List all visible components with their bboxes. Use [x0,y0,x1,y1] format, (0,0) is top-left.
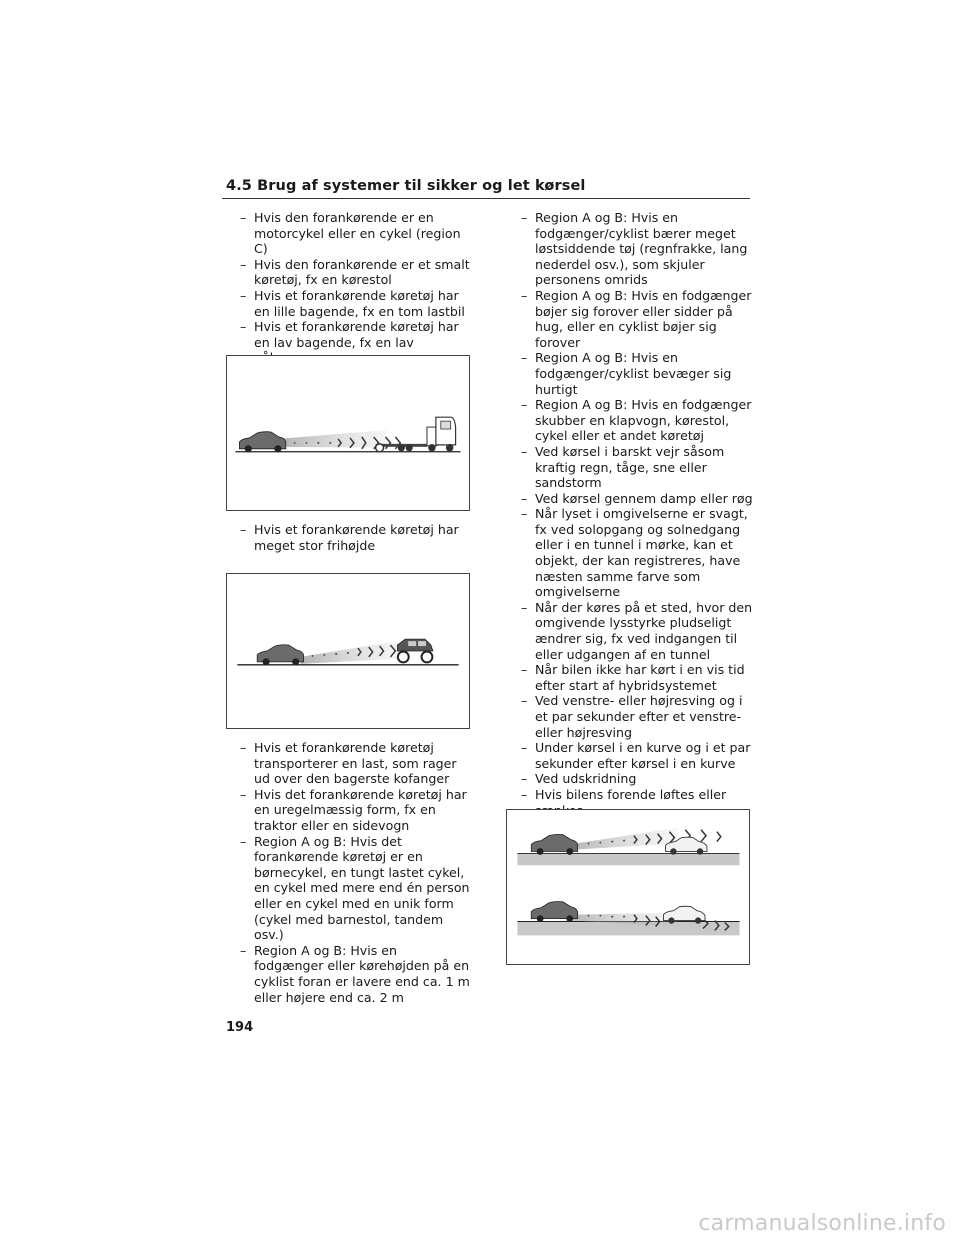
right-bullet-list [521,210,753,818]
header-divider [222,198,750,199]
list-item: – Når lyset i omgivelserne er svagt, fx ved solopgang og solnedgang eller i en tunnel i mørke, kan et objekt, der kan registreres, have næsten samme farve som omgivelserne [521,506,753,600]
list-item: – Hvis et forankørende køretøj har en lav bagende, fx en lav [240,319,470,366]
car-front-lifted-lowered-illustration [507,810,749,964]
left-bullet-list-3 [240,740,470,1005]
list-item: – Hvis den forankørende er en motorcykel eller en cykel (region C) [240,210,470,257]
list-item: – Hvis et forankørende køretøj har meget stor frihøjde [240,522,470,553]
figure-car-and-trailer-truck [226,355,470,511]
list-item: – Under kørsel i en kurve og i et par sekunder efter kørsel i en kurve [521,740,753,771]
car-and-trailer-truck-illustration [227,356,469,510]
page-number: 194 [226,1020,254,1035]
list-item: – Hvis den forankørende er et smalt køretøj, fx en kørestol [240,257,470,288]
list-item: – Hvis det forankørende køretøj har en uregelmæssig form, fx en traktor eller en sidevogn [240,787,470,834]
watermark-text: carmanualsonline.info [698,1211,946,1236]
list-item: – Hvis et forankørende køretøj transporterer en last, som rager ud over den bagerste kofanger [240,740,470,787]
list-item: – Region A og B: Hvis en fodgænger/cyklist bevæger sig hurtigt [521,350,753,397]
list-item: – Når der køres på et sted, hvor den omgivende lysstyrke pludseligt ændrer sig, fx ved indgangen til eller udgangen af en tunnel [521,600,753,662]
list-item: – Ved kørsel gennem damp eller røg [521,491,753,507]
list-item: – Region A og B: Hvis det forankørende køretøj er en børnecykel, en tungt lastet cykel, en cykel med mere end én person eller en cykel med en unik form (cykel med barnestol, tandem osv.) [240,834,470,943]
car-and-high-clearance-vehicle-illustration [227,574,469,728]
list-item: – Når bilen ikke har kørt i en vis tid efter start af hybridsystemet [521,662,753,693]
left-bullet-list-1 [240,210,470,366]
list-item: – Ved venstre- eller højresving og i et par sekunder efter et venstre- eller højresving [521,693,753,740]
list-item: – Region A og B: Hvis en fodgænger bøjer sig forover eller sidder på hug, eller en cyklist bøjer sig forover [521,288,753,350]
list-item: – Ved udskridning [521,771,753,787]
list-item: – Region A og B: Hvis en fodgænger skubber en klapvogn, kørestol, cykel eller et andet køretøj [521,397,753,444]
figure-car-and-high-clearance-vehicle [226,573,470,729]
list-item: – Region A og B: Hvis en fodgænger eller kørehøjden på en cyklist foran er lavere end ca. 1 m eller højere end ca. 2 m [240,943,470,1005]
left-bullet-list-2 [240,522,470,553]
list-item: – Hvis bilens forende løftes eller [521,787,753,818]
list-item: – Region A og B: Hvis en fodgænger/cyklist bærer meget løstsiddende tøj (regnfrakke, lang nederdel osv.), som skjuler personens omrids [521,210,753,288]
figure-car-front-lifted-lowered [506,809,750,965]
list-item: – Hvis et forankørende køretøj har en lille bagende, fx en tom lastbil [240,288,470,319]
list-item: – Ved kørsel i barskt vejr såsom kraftig regn, tåge, sne eller sandstorm [521,444,753,491]
section-title: 4.5 Brug af systemer til sikker og let kørsel [226,178,586,194]
